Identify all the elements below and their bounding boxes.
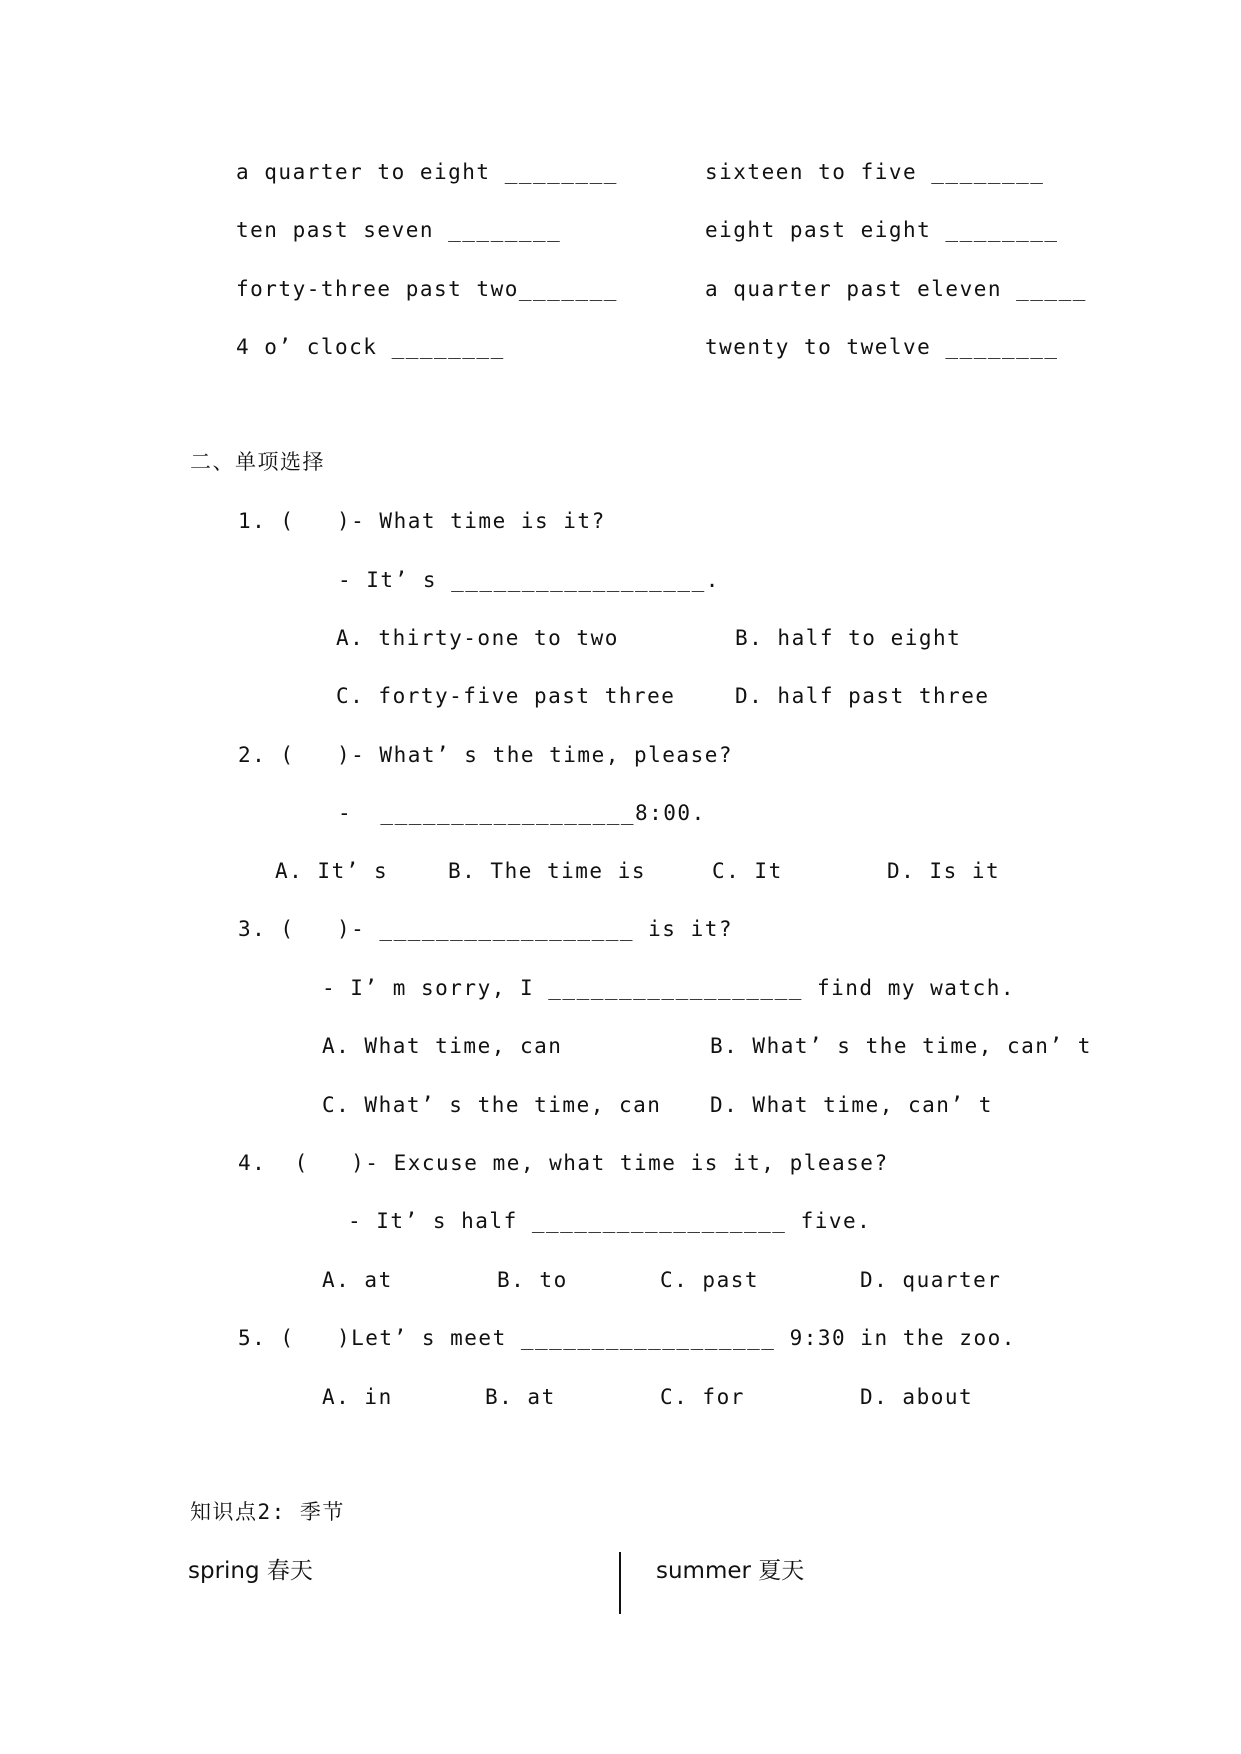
column-divider <box>619 1552 621 1614</box>
question-1-option-d: D. half past three <box>735 684 990 708</box>
season-spring: spring 春天 <box>188 1558 313 1584</box>
question-3-answer: - I’ m sorry, I __________________ find my watch. <box>322 976 1016 1000</box>
question-4-stem: 4. ( )- Excuse me, what time is it, please? <box>238 1151 889 1175</box>
phrase-right-1: sixteen to five ________ <box>705 160 1045 184</box>
question-4-option-c: C. past <box>660 1268 760 1292</box>
question-4-option-b: B. to <box>497 1268 568 1292</box>
question-1-option-c: C. forty-five past three <box>336 684 676 708</box>
phrase-left-4: 4 o’ clock ________ <box>236 335 505 359</box>
question-2-answer: - __________________8:00. <box>338 801 706 825</box>
question-5-option-d: D. about <box>860 1385 974 1409</box>
phrase-left-3: forty-three past two_______ <box>236 277 618 301</box>
question-4-option-a: A. at <box>322 1268 393 1292</box>
question-1-answer: - It’ s __________________. <box>338 568 720 592</box>
phrase-right-2: eight past eight ________ <box>705 218 1059 242</box>
question-3-option-a: A. What time, can <box>322 1034 563 1058</box>
question-3-option-c: C. What’ s the time, can <box>322 1093 662 1117</box>
question-2-option-a: A. It’ s <box>275 859 389 883</box>
question-2-stem: 2. ( )- What’ s the time, please? <box>238 743 734 767</box>
question-2-option-d: D. Is it <box>887 859 1001 883</box>
phrase-left-2: ten past seven ________ <box>236 218 562 242</box>
question-3-stem: 3. ( )- __________________ is it? <box>238 917 734 941</box>
question-1-option-a: A. thirty-one to two <box>336 626 619 650</box>
question-5-option-c: C. for <box>660 1385 745 1409</box>
question-5-stem: 5. ( )Let’ s meet __________________ 9:30 in the zoo. <box>238 1326 1016 1350</box>
question-4-answer: - It’ s half __________________ five. <box>348 1209 872 1233</box>
phrase-right-3: a quarter past eleven _____ <box>705 277 1087 301</box>
question-5-option-a: A. in <box>322 1385 393 1409</box>
question-5-option-b: B. at <box>485 1385 556 1409</box>
question-3-option-b: B. What’ s the time, can’ t <box>710 1034 1092 1058</box>
question-2-option-b: B. The time is <box>448 859 647 883</box>
question-2-option-c: C. It <box>712 859 783 883</box>
question-1-stem: 1. ( )- What time is it? <box>238 509 606 533</box>
section-heading-choice: 二、单项选择 <box>190 450 325 474</box>
question-1-option-b: B. half to eight <box>735 626 962 650</box>
section-heading-seasons: 知识点2: 季节 <box>190 1500 345 1524</box>
question-4-option-d: D. quarter <box>860 1268 1002 1292</box>
phrase-left-1: a quarter to eight ________ <box>236 160 618 184</box>
phrase-right-4: twenty to twelve ________ <box>705 335 1059 359</box>
season-summer: summer 夏天 <box>656 1558 805 1584</box>
question-3-option-d: D. What time, can’ t <box>710 1093 993 1117</box>
